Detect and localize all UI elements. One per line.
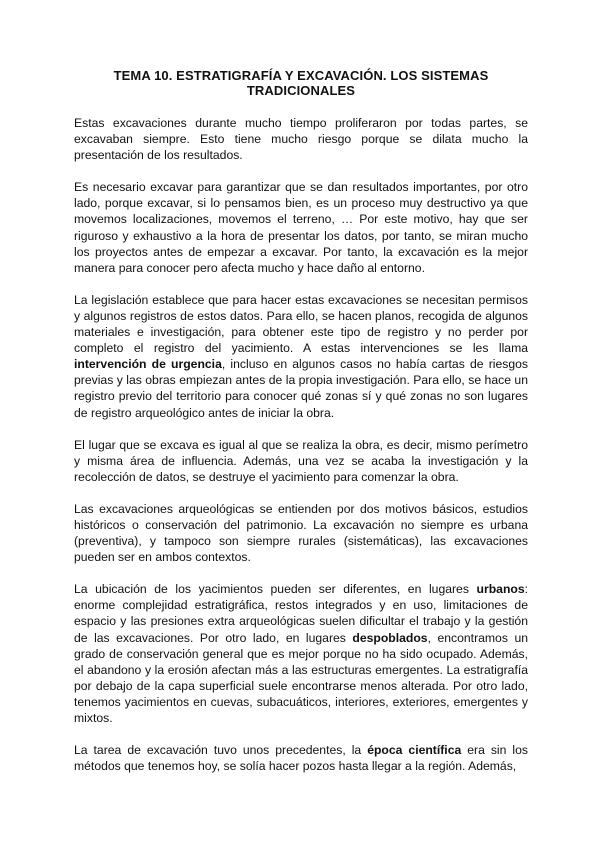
paragraph-text: Es necesario excavar para garantizar que se dan resultados importantes, por otro lado, porque excavar, si lo pensamos bien, es un proceso muy destructivo ya que movemos localizaciones, movemos el terreno, … Por este motivo, hay que ser riguroso y exhaustivo a la hora de presentar los datos, por tanto, se miran mucho los proyectos antes de empezar a excavar. Por tanto, la excavación es la mejor manera para conocer pero afecta mucho y hace daño al entorno. [74,180,528,275]
bold-term: despoblados [352,630,428,645]
paragraph-text: La legislación establece que para hacer estas excavaciones se necesitan permisos y algunos registros de estos datos. Para ello, se hacen planos, recogida de algunos materiales e investigación, para obtener este tipo de registro y no perder por completo el registro del yacimiento. A estas intervenciones se les llama [74,292,528,356]
paragraph [74,292,528,421]
paragraph-text: Las excavaciones arqueológicas se entienden por dos motivos básicos, estudios históricos o conservación del patrimonio. La excavación no siempre es urbana (preventiva), y tampoco son siempre rurales (sistemáticas), las excavaciones pueden ser en ambos contextos. [74,501,528,565]
paragraph-text: , encontramos un grado de conservación general que es mejor porque no ha sido ocupado. Además, el abandono y la erosión afectan más a las estructuras emergentes. La estratigrafía por debajo de la capa superficial suele encontrarse menos alterada. Por otro lado, tenemos yacimientos en cuevas, subacuáticos, interiores, exteriores, emergentes y mixtos. [74,630,528,725]
document-title: TEMA 10. ESTRATIGRAFÍA Y EXCAVACIÓN. LOS SISTEMAS TRADICIONALES [113,68,489,98]
paragraph-text: Estas excavaciones durante mucho tiempo proliferaron por todas partes, se excavaban siempre. Esto tiene mucho riesgo porque se dilata mucho la presentación de los resultados. [74,116,528,163]
paragraph [74,581,528,726]
paragraph [74,179,528,276]
document-body [74,115,528,774]
paragraph-text: La ubicación de los yacimientos pueden ser diferentes, en lugares [74,582,477,597]
paragraph [74,437,528,485]
paragraph-text: : enorme complejidad estratigráfica, restos integrados y en uso, limitaciones de espacio y las presiones extra arqueológicas suelen dificultar el trabajo y la gestión de las excavaciones. Por otro lado, en lugares [74,582,528,645]
bold-term: época científica [367,743,462,758]
paragraph [74,501,528,565]
paragraph-text: , incluso en algunos casos no había cartas de riesgos previas y las obras empiezan antes de la propia investigación. Para ello, se hace un registro previo del territorio para conocer qué zonas sí y qué zonas no son lugares de registro arqueológico antes de iniciar la obra. [74,357,528,420]
bold-term: urbanos [476,582,525,597]
paragraph [74,115,528,163]
paragraph-text: El lugar que se excava es igual al que se realiza la obra, es decir, mismo perímetro y misma área de influencia. Además, una vez se acaba la investigación y la recolección de datos, se destruye el yacimiento para comenzar la obra. [74,437,528,484]
paragraph-text: era sin los métodos que tenemos hoy, se solía hacer pozos hasta llegar a la región. Además, [74,743,528,774]
paragraph [74,742,528,774]
paragraph-text: La tarea de excavación tuvo unos precedentes, la [74,743,368,758]
bold-term: intervención de urgencia [74,357,222,372]
